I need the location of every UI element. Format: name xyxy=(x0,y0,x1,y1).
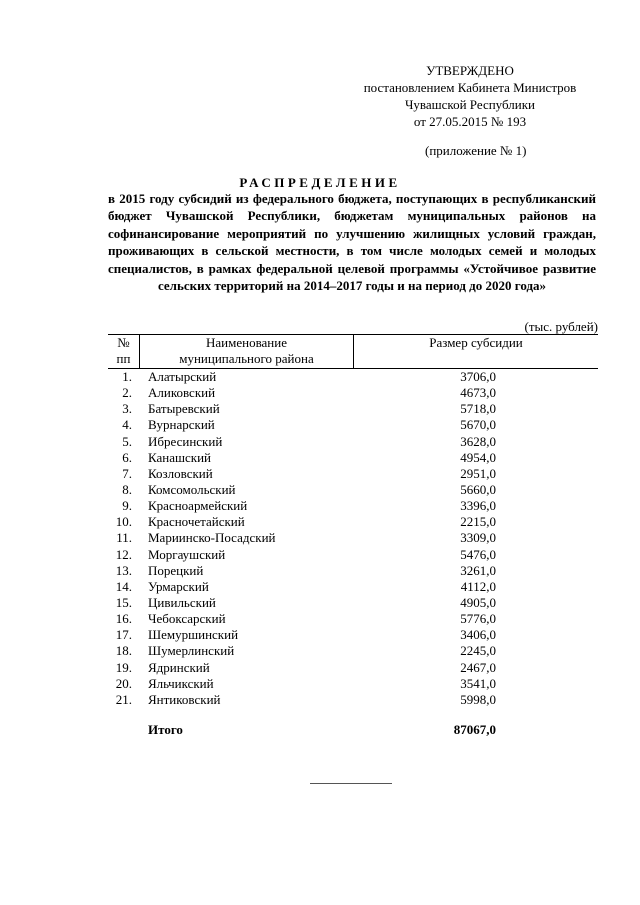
table-row xyxy=(108,498,598,514)
subsidy-value: 4905,0 xyxy=(460,594,496,610)
district-name: Козловский xyxy=(148,465,213,481)
district-name: Шумерлинский xyxy=(148,643,235,659)
table-row xyxy=(108,434,598,450)
row-number: 12. xyxy=(115,546,132,562)
subsidy-value: 5776,0 xyxy=(460,611,496,627)
row-number: 15. xyxy=(115,594,132,610)
district-name: Вурнарский xyxy=(148,417,215,433)
header-district-name: Наименование муниципального района xyxy=(140,335,354,368)
table-header xyxy=(108,334,598,369)
table-row xyxy=(108,514,598,530)
document-title: РАСПРЕДЕЛЕНИЕ xyxy=(239,175,401,190)
row-number: 11. xyxy=(116,530,132,546)
row-number: 9. xyxy=(122,498,132,514)
row-number: 20. xyxy=(115,675,132,691)
document-subtitle: в 2015 году субсидий из федерального бюджета, поступающих в республиканский бюджет Чувашской Республики, бюджетам муниципальных районов на софинансирование мероприятий по улучшению жилищных условий граждан, проживающих в сельской местности, в том числе молодых семей и молодых специалистов, в рамках федеральной целевой программы «Устойчивое развитие сельских территорий на 2014–2017 годы и на период до 2020 года» xyxy=(108,191,596,294)
row-number: 18. xyxy=(115,643,132,659)
district-name: Ибресинский xyxy=(148,433,223,449)
district-name: Яльчикский xyxy=(148,675,214,691)
unit-label: (тыс. рублей) xyxy=(524,319,598,334)
subsidy-value: 4954,0 xyxy=(460,449,496,465)
table-row xyxy=(108,563,598,579)
row-number: 6. xyxy=(122,449,132,465)
table-row xyxy=(108,369,598,385)
subsidy-value: 3706,0 xyxy=(460,369,496,384)
subsidy-value: 2215,0 xyxy=(460,514,496,530)
subsidy-value: 5718,0 xyxy=(460,401,496,417)
table-row xyxy=(108,627,598,643)
row-number: 8. xyxy=(122,481,132,497)
district-name: Аликовский xyxy=(148,385,216,401)
subsidy-value: 4112,0 xyxy=(460,578,496,594)
district-name: Канашский xyxy=(148,449,212,465)
subsidy-value: 5476,0 xyxy=(460,546,496,562)
table-body xyxy=(108,369,598,708)
table-row xyxy=(108,579,598,595)
district-name: Красночетайский xyxy=(148,514,245,530)
table-row xyxy=(108,530,598,546)
table-row xyxy=(108,466,598,482)
row-number: 14. xyxy=(115,578,132,594)
row-number: 10. xyxy=(115,514,132,530)
row-number: 19. xyxy=(115,659,132,675)
district-name: Ядринский xyxy=(148,659,210,675)
table-row xyxy=(108,692,598,708)
total-value: 87067,0 xyxy=(453,721,496,737)
subsidy-value: 5670,0 xyxy=(460,417,496,433)
approval-republic: Чувашской Республики xyxy=(404,97,536,112)
row-number: 1. xyxy=(122,369,132,384)
district-name: Урмарский xyxy=(148,578,209,594)
approval-authority: постановлением Кабинета Министров xyxy=(363,80,577,95)
footer-divider xyxy=(310,783,392,784)
district-name: Цивильский xyxy=(148,594,216,610)
table-row xyxy=(108,401,598,417)
row-number: 5. xyxy=(122,433,132,449)
row-number: 21. xyxy=(115,691,132,707)
subsidy-table xyxy=(108,334,598,738)
subsidy-value: 3261,0 xyxy=(460,562,496,578)
district-name: Батыревский xyxy=(148,401,220,417)
header-subsidy-amount: Размер субсидии xyxy=(429,335,523,350)
row-number: 3. xyxy=(122,401,132,417)
district-name: Моргаушский xyxy=(148,546,226,562)
subsidy-value: 5998,0 xyxy=(460,691,496,707)
row-number: 13. xyxy=(115,562,132,578)
table-row xyxy=(108,611,598,627)
table-row xyxy=(108,643,598,659)
approval-date: от 27.05.2015 № 193 xyxy=(413,114,527,129)
table-row xyxy=(108,417,598,433)
header-number: № пп xyxy=(108,335,140,368)
row-number: 16. xyxy=(115,611,132,627)
subsidy-value: 4673,0 xyxy=(460,385,496,401)
subsidy-value: 2467,0 xyxy=(460,659,496,675)
table-row xyxy=(108,660,598,676)
subsidy-value: 3396,0 xyxy=(460,498,496,514)
subsidy-value: 2245,0 xyxy=(460,643,496,659)
table-row xyxy=(108,595,598,611)
row-number: 7. xyxy=(122,465,132,481)
table-row xyxy=(108,482,598,498)
district-name: Порецкий xyxy=(148,562,204,578)
table-row xyxy=(108,547,598,563)
row-number: 2. xyxy=(122,385,132,401)
subsidy-value: 3541,0 xyxy=(460,675,496,691)
district-name: Комсомольский xyxy=(148,481,236,497)
table-row xyxy=(108,450,598,466)
total-label: Итого xyxy=(148,721,183,737)
total-row xyxy=(108,722,598,738)
row-number: 4. xyxy=(122,417,132,433)
subsidy-value: 3406,0 xyxy=(460,627,496,643)
district-name: Шемуршинский xyxy=(148,627,239,643)
district-name: Красноармейский xyxy=(148,498,248,514)
district-name: Алатырский xyxy=(148,369,217,384)
table-row xyxy=(108,676,598,692)
district-name: Янтиковский xyxy=(148,691,221,707)
subsidy-value: 3628,0 xyxy=(460,433,496,449)
subsidy-value: 2951,0 xyxy=(460,465,496,481)
subsidy-value: 3309,0 xyxy=(460,530,496,546)
district-name: Чебоксарский xyxy=(148,611,226,627)
district-name: Мариинско-Посадский xyxy=(148,530,276,546)
approval-title: УТВЕРЖДЕНО xyxy=(426,63,514,78)
row-number: 17. xyxy=(115,627,132,643)
annex-label: (приложение № 1) xyxy=(425,143,527,158)
table-row xyxy=(108,385,598,401)
subsidy-value: 5660,0 xyxy=(460,481,496,497)
